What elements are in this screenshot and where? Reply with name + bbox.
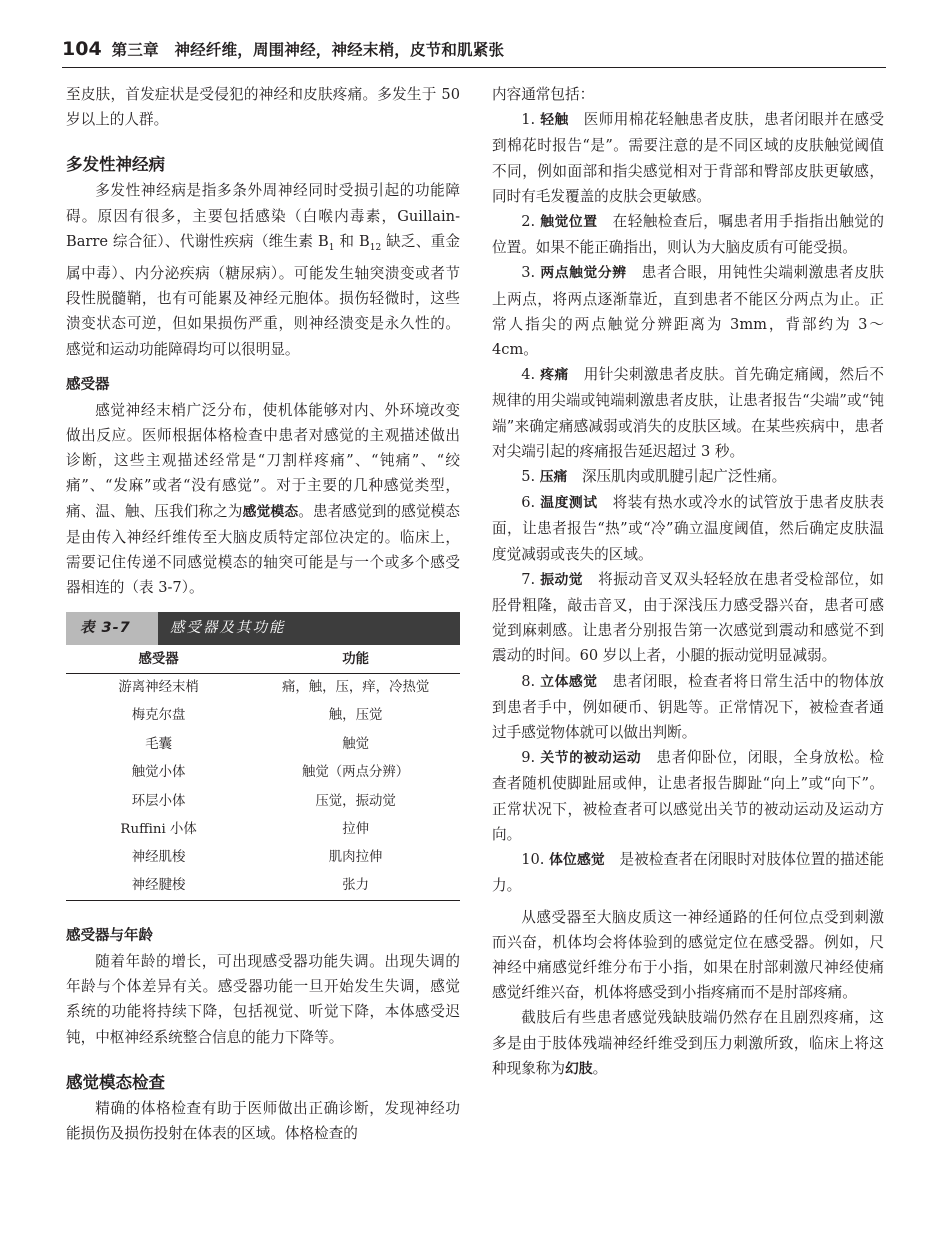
item-text: 医师用棉花轻触患者皮肤，患者闭眼并在感受到棉花时报告“是”。需要注意的是不同区域的皮肤触觉阈值不同，例如面部和指尖感觉相对于背部和臀部皮肤更敏感，同时有毛发覆盖的皮肤会更敏感。 (492, 111, 885, 205)
cell-function: 肌肉拉伸 (328, 850, 383, 866)
cell-function: 张力 (251, 872, 460, 900)
exam-item-5 (492, 464, 884, 490)
item-term: 温度测试 (540, 495, 598, 512)
cell-receptor: 游离神经末梢 (118, 680, 199, 696)
table-row (66, 759, 460, 787)
cell-function: 触，压觉 (328, 708, 383, 724)
item-number: 5. (521, 468, 536, 486)
heading-receptors-aging: 感受器与年龄 (66, 927, 153, 944)
cell-receptor: 毛囊 (145, 736, 172, 752)
item-number: 3. (521, 264, 536, 282)
pathway-paragraph: 从感受器至大脑皮质这一神经通路的任何位点受到刺激而兴奋，机体均会将体验到的感觉定位在感受器。例如，尺神经中痛感觉纤维分布于小指，如果在肘部刺激尺神经使痛感觉纤维兴奋，机体将感受到小指疼痛而不是肘部疼痛。 (492, 908, 884, 1002)
running-header (62, 38, 886, 68)
cell-function: 拉伸 (342, 821, 369, 837)
term-sensory-modality: 感觉模态 (242, 503, 299, 520)
subscript-b1: 1 (328, 242, 335, 253)
aging-paragraph: 随着年龄的增长，可出现感受器功能失调。出现失调的年龄与个体差异有关。感受器功能一旦开始发生失调，感觉系统的功能将持续下降，包括视觉、听觉下降，本体感受迟钝，中枢神经系统整合信息的能力下降等。 (66, 952, 460, 1046)
table-number: 表 3-7 (66, 612, 158, 645)
subscript-b12: 12 (369, 242, 382, 253)
item-number: 8. (521, 672, 536, 690)
exam-item-9 (492, 745, 884, 847)
item-term: 两点触觉分辨 (540, 265, 627, 282)
page-number: 104 (62, 38, 102, 60)
item-term: 体位感觉 (549, 852, 605, 869)
cell-function: 痛，触，压，痒，冷热觉 (281, 680, 430, 696)
left-column (66, 82, 460, 1146)
exam-item-1 (492, 107, 884, 209)
table-row (66, 844, 460, 872)
item-number: 7. (521, 570, 536, 588)
right-column (492, 82, 884, 1082)
item-text: 患者闭眼，检查者将日常生活中的物体放到患者手中，例如硬币、钥匙等。正常情况下，被检查者通过手感觉物体就可以做出判断。 (492, 672, 884, 742)
cell-receptor: 环层小体 (131, 793, 186, 809)
exam-paragraph: 精确的体格检查有助于医师做出正确诊断，发现神经功能损伤及损伤投射在体表的区域。体格检查的 (66, 1099, 460, 1142)
cell-function: 压觉，振动觉 (315, 793, 396, 809)
table-row (66, 673, 460, 701)
item-text: 患者仰卧位，闭眼，全身放松。检查者随机使脚趾屈或伸，让患者报告脚趾“向上”或“向下”。正常状况下，被检查者可以感觉出关节的被动运动及运动方向。 (492, 749, 885, 843)
exam-item-7 (492, 567, 884, 669)
item-number: 10. (521, 851, 545, 869)
item-number: 1. (521, 111, 536, 129)
item-text: 将振动音叉双头轻轻放在患者受检部位，如胫骨粗隆，敲击音叉，由于深浅压力感受器兴奋，患者可感觉到麻刺感。让患者分别报告第一次感觉到震动和感觉不到震动的时间。60 岁以上者，小腿的振动觉明显减弱。 (492, 570, 885, 665)
item-number: 4. (521, 366, 536, 384)
table-row (66, 815, 460, 843)
table-header-row (66, 645, 460, 673)
cell-function: 触觉 (342, 736, 369, 752)
item-text: 在轻触检查后，嘱患者用手指指出触觉的位置。如果不能正确指出，则认为大脑皮质有可能受损。 (492, 213, 884, 257)
table-row (66, 730, 460, 758)
item-term: 立体感觉 (540, 673, 598, 690)
term-phantom-limb: 幻肢 (564, 1060, 593, 1077)
table-caption (66, 612, 460, 645)
continued-paragraph: 内容通常包括： (492, 86, 595, 103)
item-number: 2. (521, 213, 536, 231)
poly-text-3: 缺乏、重金属中毒）、内分泌疾病（糖尿病）。可能发生轴突溃变或者节段性脱髓鞘，也有可能累及神经元胞体。损伤轻微时，这些溃变状态可逆，但如果损伤严重，则神经溃变是永久性的。感觉和运动功能障碍均可以很明显。 (66, 232, 461, 358)
table-row (66, 702, 460, 730)
poly-text-1: 多发性神经病是指多条外周神经同时受损引起的功能障碍。原因有很多，主要包括感染（白喉内毒素，Guillain-Barre 综合征）、代谢性疾病（维生素 B (66, 182, 460, 250)
item-number: 9. (521, 749, 536, 767)
exam-item-8 (492, 669, 884, 746)
exam-item-4 (492, 362, 884, 464)
heading-receptors: 感受器 (66, 376, 110, 393)
item-term: 轻触 (540, 112, 569, 129)
item-text: 是被检查者在闭眼时对肢体位置的描述能力。 (492, 851, 884, 895)
phantom-limb-paragraph (492, 1005, 884, 1082)
exam-item-10 (492, 847, 884, 898)
cell-receptor: 神经肌梭 (131, 850, 186, 866)
col-header-receptor: 感受器 (66, 645, 251, 673)
receptor-table (66, 645, 460, 901)
table-row (66, 872, 460, 900)
rec-text-1: 感觉神经末梢广泛分布，使机体能够对内、外环境改变做出反应。医师根据体格检查中患者对感觉的主观描述做出诊断，这些主观描述经常是“刀割样疼痛”、“钝痛”、“绞痛”、“发麻”或者“没有感觉”。对于主要的几种感觉类型，痛、温、触、压我们称之为 (66, 401, 460, 520)
cell-receptor: 神经腱梭 (66, 872, 251, 900)
exam-item-6 (492, 490, 884, 567)
heading-sensory-exam: 感觉模态检查 (66, 1072, 165, 1092)
item-text: 深压肌肉或肌腱引起广泛性痛。 (567, 468, 787, 486)
intro-paragraph: 至皮肤，首发症状是受侵犯的神经和皮肤疼痛。多发生于 50 岁以上的人群。 (66, 86, 460, 129)
item-term: 关节的被动运动 (540, 750, 642, 767)
item-number: 6. (521, 494, 536, 512)
item-text: 患者合眼，用钝性尖端刺激患者皮肤上两点，将两点逐渐靠近，直到患者不能区分两点为止。正常人指尖的两点触觉分辨距离为 3mm，背部约为 3～4cm。 (492, 264, 885, 359)
poly-text-2: 和 B (334, 232, 370, 250)
phantom-text-2: 。 (592, 1059, 608, 1077)
heading-polyneuropathy: 多发性神经病 (66, 155, 165, 175)
phantom-text-1: 截肢后有些患者感觉残缺肢端仍然存在且剧烈疼痛，这多是由于肢体残端神经纤维受到压力刺激所致，临床上将这种现象称为 (492, 1009, 884, 1077)
exam-item-3 (492, 260, 884, 362)
cell-receptor: 触觉小体 (131, 765, 186, 781)
item-text: 将装有热水或冷水的试管放于患者皮肤表面，让患者报告“热”或“冷”确立温度阈值，然后确定皮肤温度觉减弱或丧失的区域。 (492, 494, 884, 563)
polyneuropathy-paragraph (66, 178, 460, 361)
rec-text-2: 。患者感觉到的感觉模态是由传入神经纤维传至大脑皮质特定部位决定的。临床上，需要记住传递不同感觉模态的轴突可能是与一个或多个感受器相连的（表 3-7）。 (66, 502, 460, 597)
cell-receptor: Ruffini 小体 (120, 821, 197, 837)
cell-function: 触觉（两点分辨） (302, 765, 410, 781)
item-text: 用针尖刺激患者皮肤。首先确定痛阈，然后不规律的用尖端或钝端刺激患者皮肤，让患者报告“尖端”或“钝端”来确定痛感减弱或消失的皮肤区域。在某些疾病中，患者对尖端引起的疼痛报告延迟超过 3 秒。 (492, 366, 885, 460)
receptors-paragraph (66, 398, 460, 601)
cell-receptor: 梅克尔盘 (131, 708, 186, 724)
item-term: 压痛 (539, 469, 568, 486)
table-title: 感受器及其功能 (158, 612, 460, 645)
exam-item-2 (492, 209, 884, 260)
item-term: 疼痛 (540, 367, 569, 384)
running-head-title: 第三章 神经纤维，周围神经，神经末梢，皮节和肌紧张 (111, 41, 505, 59)
col-header-function: 功能 (251, 645, 460, 673)
item-term: 振动觉 (540, 571, 584, 588)
table-row (66, 787, 460, 815)
item-term: 触觉位置 (540, 214, 598, 231)
table-receptors (66, 612, 460, 901)
